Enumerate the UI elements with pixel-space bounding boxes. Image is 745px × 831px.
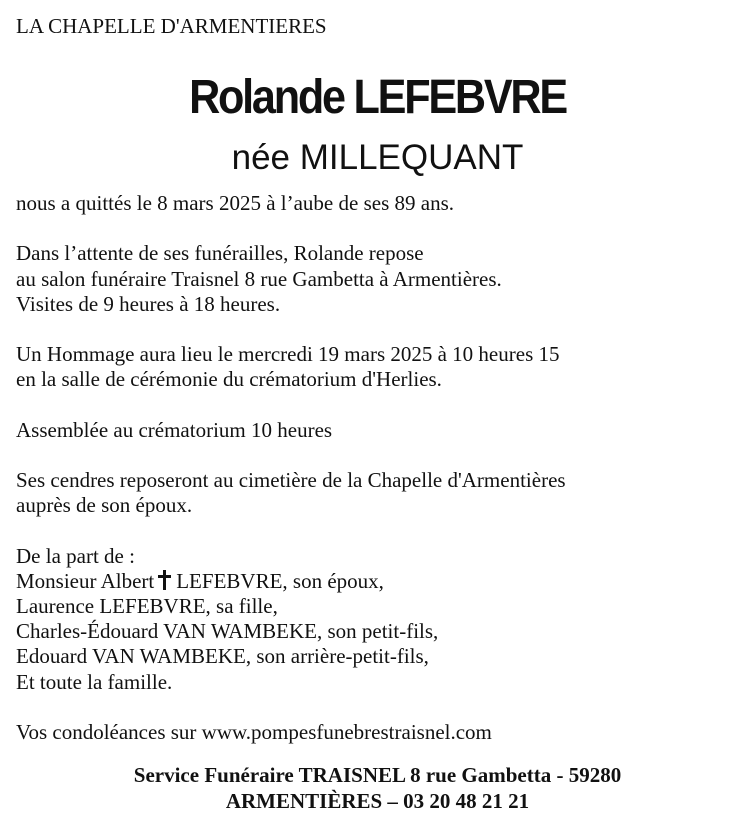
deceased-name: Rolande LEFEBVRE — [189, 71, 566, 124]
rest-line-1: Dans l’attente de ses funérailles, Rolande repose — [16, 241, 424, 266]
announcement-body — [16, 191, 736, 745]
ashes-line-1: Ses cendres reposeront au cimetière de la Chapelle d'Armentières — [16, 468, 566, 493]
visits-line: Visites de 9 heures à 18 heures. — [16, 291, 281, 316]
condolences-line: Vos condoléances sur www.pompesfunebrestraisnel.com — [16, 719, 492, 744]
spacer — [16, 443, 736, 468]
spacer — [16, 393, 736, 418]
family-member: Charles-Édouard VAN WAMBEKE, son petit-fils, — [16, 619, 439, 644]
spacer — [16, 216, 736, 241]
family-member: Laurence LEFEBVRE, sa fille, — [16, 594, 278, 618]
maiden-name: née MILLEQUANT — [231, 138, 524, 177]
spacer — [16, 317, 736, 342]
husband-prefix: Monsieur Albert — [16, 568, 155, 593]
spacer — [16, 518, 736, 543]
footer-line-1: Service Funéraire TRAISNEL 8 rue Gambetta - 59280 — [133, 763, 622, 787]
family-intro: De la part de : — [16, 543, 135, 568]
cross-icon — [158, 570, 172, 590]
assembly-line: Assemblée au crématorium 10 heures — [16, 417, 333, 442]
funeral-service-footer — [0, 762, 745, 814]
town-heading: LA CHAPELLE D'ARMENTIERES — [16, 14, 327, 38]
family-member: Edouard VAN WAMBEKE, son arrière-petit-fils, — [16, 644, 429, 669]
death-line: nous a quittés le 8 mars 2025 à l’aube de ses 89 ans. — [16, 191, 454, 215]
family-husband — [16, 569, 736, 594]
rest-line-2: au salon funéraire Traisnel 8 rue Gambetta à Armentières. — [16, 266, 502, 291]
tribute-line-2: en la salle de cérémonie du crématorium d'Herlies. — [16, 367, 442, 392]
tribute-line-1: Un Hommage aura lieu le mercredi 19 mars 2025 à 10 heures 15 — [16, 342, 560, 367]
husband-suffix: LEFEBVRE, son époux, — [176, 568, 384, 593]
spacer — [16, 695, 736, 720]
ashes-line-2: auprès de son époux. — [16, 493, 193, 518]
footer-line-2: ARMENTIÈRES – 03 20 48 21 21 — [225, 789, 530, 813]
family-member: Et toute la famille. — [16, 669, 173, 694]
